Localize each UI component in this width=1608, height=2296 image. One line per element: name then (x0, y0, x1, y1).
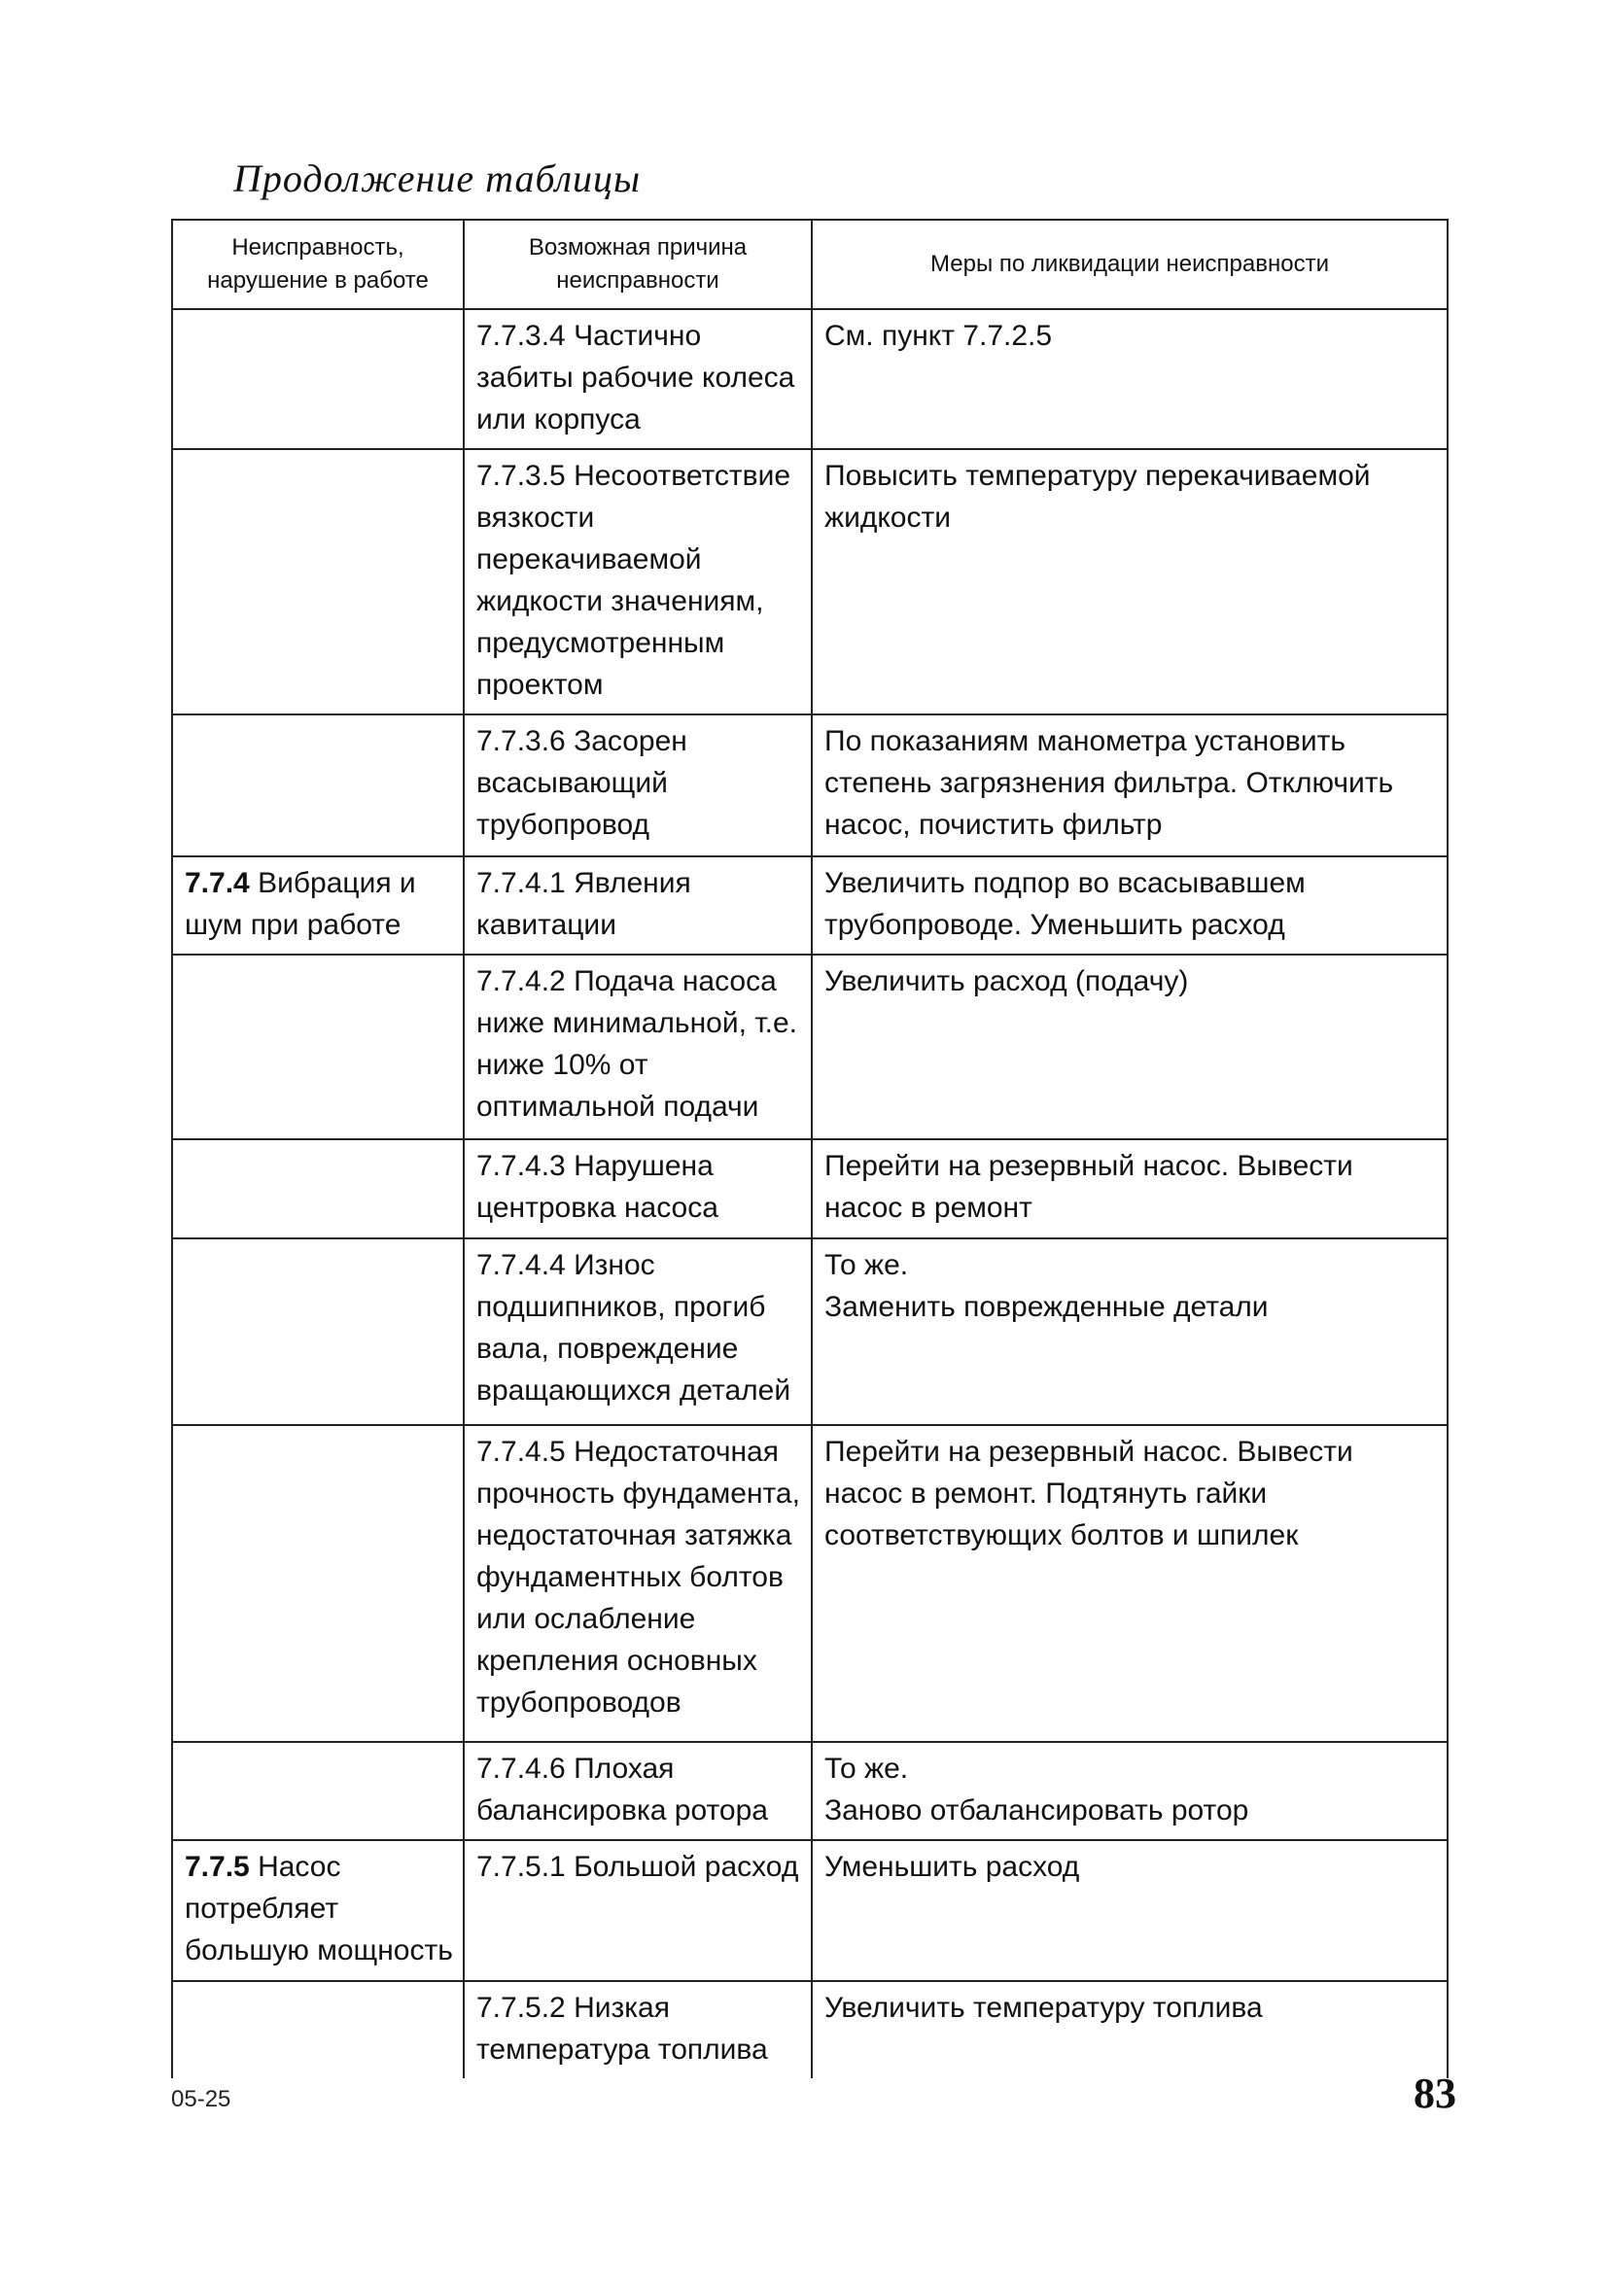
header-cause: Возможная причина неисправности (464, 220, 812, 309)
remedy-cell: Перейти на резервный насос. Вывести насос в ремонт. Подтянуть гайки соответствующих болтов и шпилек (812, 1425, 1448, 1742)
fault-cell (172, 1425, 464, 1742)
fault-number: 7.7.4 (185, 867, 250, 899)
fault-cell (172, 449, 464, 714)
table-row (172, 1238, 1448, 1425)
cause-cell: 7.7.3.4 Частично забиты рабочие колеса или корпуса (464, 309, 812, 449)
header-fault: Неисправность, нарушение в работе (172, 220, 464, 309)
table-row (172, 1840, 1448, 1981)
table-row (172, 1425, 1448, 1742)
table-row (172, 955, 1448, 1139)
remedy-cell: Увеличить расход (подачу) (812, 955, 1448, 1139)
fault-text: Насос потребляет большую мощность (185, 1851, 453, 1966)
table-row (172, 714, 1448, 856)
cause-cell: 7.7.5.1 Большой расход (464, 1840, 812, 1981)
table-row (172, 856, 1448, 955)
document-code: 05-25 (171, 2086, 231, 2112)
cause-cell: 7.7.3.5 Несоответствие вязкости перекачиваемой жидкости значениям, предусмотренным проектом (464, 449, 812, 714)
fault-cell (172, 1742, 464, 1840)
table-header-row (172, 220, 1448, 309)
remedy-cell: Перейти на резервный насос. Вывести насос в ремонт (812, 1139, 1448, 1238)
fault-table (171, 219, 1449, 2078)
fault-cell (172, 714, 464, 856)
remedy-cell: Уменьшить расход (812, 1840, 1448, 1981)
header-remedy: Меры по ликвидации неисправности (812, 220, 1448, 309)
table-row (172, 1981, 1448, 2078)
fault-cell (172, 1139, 464, 1238)
remedy-cell: То же. Заменить поврежденные детали (812, 1238, 1448, 1425)
fault-cell (172, 1981, 464, 2078)
fault-text: Вибрация и шум при работе (185, 867, 416, 941)
table-row (172, 309, 1448, 449)
fault-cell (172, 1840, 464, 1981)
remedy-cell: По показаниям манометра установить степень загрязнения фильтра. Отключить насос, почистить фильтр (812, 714, 1448, 856)
table-caption: Продолжение таблицы (233, 157, 642, 200)
fault-cell (172, 955, 464, 1139)
table-row (172, 1742, 1448, 1840)
cause-cell: 7.7.4.3 Нарушена центровка насоса (464, 1139, 812, 1238)
cause-cell: 7.7.4.5 Недостаточная прочность фундамента, недостаточная затяжка фундаментных болтов или ослабление крепления основных трубопроводов (464, 1425, 812, 1742)
table-row (172, 449, 1448, 714)
remedy-cell: Увеличить подпор во всасывавшем трубопроводе. Уменьшить расход (812, 856, 1448, 955)
cause-cell: 7.7.4.2 Подача насоса ниже минимальной, т.е. ниже 10% от оптимальной подачи (464, 955, 812, 1139)
table-row (172, 1139, 1448, 1238)
remedy-cell: Увеличить температуру топлива (812, 1981, 1448, 2078)
cause-cell: 7.7.4.6 Плохая балансировка ротора (464, 1742, 812, 1840)
fault-number: 7.7.5 (185, 1851, 250, 1883)
remedy-cell: См. пункт 7.7.2.5 (812, 309, 1448, 449)
fault-cell (172, 1238, 464, 1425)
remedy-cell: То же. Заново отбалансировать ротор (812, 1742, 1448, 1840)
cause-cell: 7.7.5.2 Низкая температура топлива (464, 1981, 812, 2078)
fault-cell (172, 856, 464, 955)
cause-cell: 7.7.4.1 Явления кавитации (464, 856, 812, 955)
cause-cell: 7.7.4.4 Износ подшипников, прогиб вала, повреждение вращающихся деталей (464, 1238, 812, 1425)
page-number: 83 (1414, 2070, 1456, 2117)
cause-cell: 7.7.3.6 Засорен всасывающий трубопровод (464, 714, 812, 856)
fault-cell (172, 309, 464, 449)
remedy-cell: Повысить температуру перекачиваемой жидкости (812, 449, 1448, 714)
